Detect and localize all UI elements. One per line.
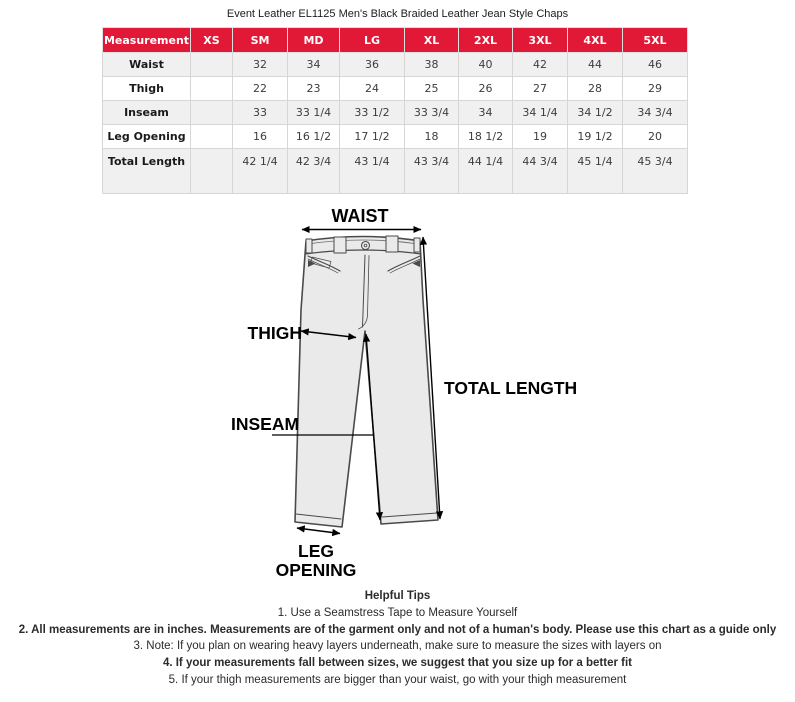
cell-total-length-xs <box>191 149 233 194</box>
cell-inseam-md: 33 1/4 <box>288 101 340 125</box>
row-label: Leg Opening <box>103 125 191 149</box>
tip-4: 4. If your measurements fall between sizes, we suggest that you size up for a better fit <box>162 657 633 670</box>
cell-thigh-lg: 24 <box>340 77 405 101</box>
total-length-label: TOTAL LENGTH <box>444 378 578 398</box>
cell-total-length-md: 42 3/4 <box>288 149 340 194</box>
cell-leg-opening-lg: 17 1/2 <box>340 125 405 149</box>
tip-2: 2. All measurements are in inches. Measurements are of the garment only and not of a human's body. Please use this chart as a guide only <box>18 623 777 636</box>
cell-thigh-5xl: 29 <box>623 77 688 101</box>
cell-waist-2xl: 40 <box>459 53 513 77</box>
pants-measurement-diagram <box>0 200 795 590</box>
table-row-leg-opening <box>103 125 688 149</box>
cell-waist-3xl: 42 <box>513 53 568 77</box>
tip-1: 1. Use a Seamstress Tape to Measure Yourself <box>277 606 518 619</box>
cell-thigh-3xl: 27 <box>513 77 568 101</box>
cell-total-length-2xl: 44 1/4 <box>459 149 513 194</box>
helpful-tips-section <box>0 588 795 689</box>
cell-leg-opening-4xl: 19 1/2 <box>568 125 623 149</box>
leg-opening-label-line2: OPENING <box>275 560 357 580</box>
column-header-lg: LG <box>340 28 405 53</box>
cell-leg-opening-3xl: 19 <box>513 125 568 149</box>
tip-5: 5. If your thigh measurements are bigger than your waist, go with your thigh measurement <box>168 673 627 686</box>
cell-leg-opening-5xl: 20 <box>623 125 688 149</box>
waist-label: WAIST <box>331 206 389 226</box>
cell-total-length-sm: 42 1/4 <box>233 149 288 194</box>
table-row-total-length <box>103 149 688 194</box>
leg-opening-arrow <box>297 528 340 534</box>
cell-leg-opening-xl: 18 <box>405 125 459 149</box>
column-header-md: MD <box>288 28 340 53</box>
cell-inseam-4xl: 34 1/2 <box>568 101 623 125</box>
cell-waist-md: 34 <box>288 53 340 77</box>
cell-leg-opening-xs <box>191 125 233 149</box>
inseam-label: INSEAM <box>231 414 300 434</box>
table-row-inseam <box>103 101 688 125</box>
cell-total-length-4xl: 45 1/4 <box>568 149 623 194</box>
cell-total-length-5xl: 45 3/4 <box>623 149 688 194</box>
cell-thigh-sm: 22 <box>233 77 288 101</box>
table-header-row <box>103 28 688 53</box>
row-label: Thigh <box>103 77 191 101</box>
cell-waist-4xl: 44 <box>568 53 623 77</box>
cell-total-length-xl: 43 3/4 <box>405 149 459 194</box>
cell-waist-5xl: 46 <box>623 53 688 77</box>
tips-list <box>0 605 795 689</box>
cell-waist-xs <box>191 53 233 77</box>
belt-loop-right <box>386 236 398 252</box>
cell-inseam-2xl: 34 <box>459 101 513 125</box>
cell-leg-opening-sm: 16 <box>233 125 288 149</box>
column-header-5xl: 5XL <box>623 28 688 53</box>
cell-total-length-3xl: 44 3/4 <box>513 149 568 194</box>
cell-thigh-4xl: 28 <box>568 77 623 101</box>
cell-thigh-2xl: 26 <box>459 77 513 101</box>
cell-total-length-lg: 43 1/4 <box>340 149 405 194</box>
tips-heading: Helpful Tips <box>364 590 431 602</box>
table-row-waist <box>103 53 688 77</box>
pants-drawing <box>295 236 438 527</box>
cell-inseam-xs <box>191 101 233 125</box>
cell-thigh-xl: 25 <box>405 77 459 101</box>
belt-loop-right-edge <box>414 238 420 252</box>
cell-inseam-xl: 33 3/4 <box>405 101 459 125</box>
page-title: Event Leather EL1125 Men's Black Braided Leather Jean Style Chaps <box>226 8 569 20</box>
cell-inseam-sm: 33 <box>233 101 288 125</box>
column-header-2xl: 2XL <box>459 28 513 53</box>
cell-waist-xl: 38 <box>405 53 459 77</box>
waist-button <box>362 242 370 250</box>
column-header-xs: XS <box>191 28 233 53</box>
pants-silhouette <box>295 237 438 528</box>
cell-inseam-3xl: 34 1/4 <box>513 101 568 125</box>
thigh-label: THIGH <box>247 323 302 343</box>
leg-opening-label-line1: LEG <box>298 541 334 561</box>
row-label: Total Length <box>103 149 191 194</box>
cell-inseam-5xl: 34 3/4 <box>623 101 688 125</box>
row-label: Waist <box>103 53 191 77</box>
row-label: Inseam <box>103 101 191 125</box>
size-chart-table <box>102 27 688 194</box>
column-header-sm: SM <box>233 28 288 53</box>
column-header-3xl: 3XL <box>513 28 568 53</box>
tip-3: 3. Note: If you plan on wearing heavy layers underneath, make sure to measure the sizes with layers on <box>133 640 662 653</box>
column-header-measurement: Measurement <box>103 28 191 53</box>
cell-waist-sm: 32 <box>233 53 288 77</box>
cell-leg-opening-md: 16 1/2 <box>288 125 340 149</box>
table-row-thigh <box>103 77 688 101</box>
cell-waist-lg: 36 <box>340 53 405 77</box>
belt-loop-left <box>334 237 346 253</box>
cell-inseam-lg: 33 1/2 <box>340 101 405 125</box>
cell-leg-opening-2xl: 18 1/2 <box>459 125 513 149</box>
cell-thigh-md: 23 <box>288 77 340 101</box>
belt-loop-left-edge <box>306 239 312 253</box>
cell-thigh-xs <box>191 77 233 101</box>
column-header-4xl: 4XL <box>568 28 623 53</box>
column-header-xl: XL <box>405 28 459 53</box>
